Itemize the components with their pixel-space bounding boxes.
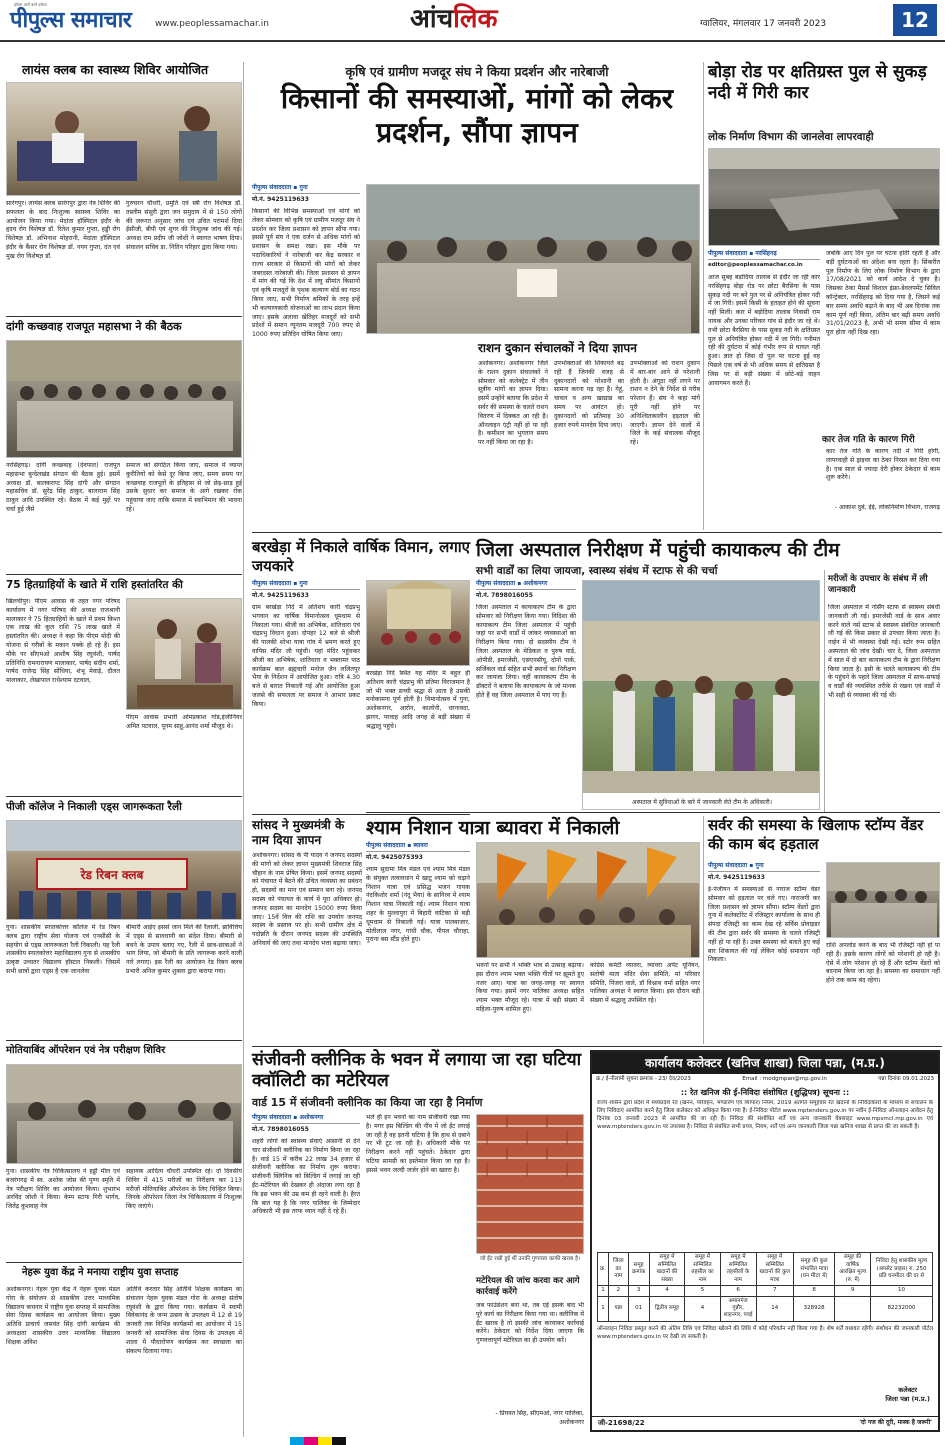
server-headline: सर्वर की समस्या के खिलाफ स्टॉम्प वेंडर की काम बंद हड़ताल xyxy=(708,816,924,853)
divider xyxy=(6,1040,242,1041)
memo-paper xyxy=(517,269,557,297)
official-figure xyxy=(197,623,217,643)
notice-col: समूह की कुल संभावित मात्रा (घन मीटर में) xyxy=(794,1253,835,1286)
notice-date: पन्ना दिनांक 09.01.2023 xyxy=(878,1076,934,1083)
notice-table-wrap xyxy=(592,1250,938,1323)
divider xyxy=(252,1046,942,1047)
kayakalp-subheadline: सभी वार्डों का लिया जायजा, स्वास्थ्य संबंध में स्टाफ से की चर्चा xyxy=(476,565,718,577)
pmay-text-col1: खिलचीपुर। पीएम आवास के तहत नगर परिषद कार्यालय में नगर परिषद की अध्यक्ष राजश्रानी मालाकार ने 75 हितग्राहियों के खाते में प्रथम किश्त एक लाख की कुल राशि 75 लाख खाते में हस्तांतरित की। अध्यक्ष ने कहा कि पीएम मोदी की योजना से गरीबों के मकान पक्के हो रहे हैं। इस मौके पर सीएमओ आशीष सिंह रघुवंशी, पार्षद प्रतिनिधि रामनारायण मालाकार, पार्षद संदीप शर्मा, पार्षद राजेन्द्र सिंह सोंधिया, शंभू मेवाड़े, दौलत मालाकार, लेखापाल राधेश्याम दटवाल, xyxy=(6,598,120,685)
notice-cell: अमानगंज गुन्नौर, शाहनगर, पवई xyxy=(720,1296,756,1321)
notice-col: जिला का नाम xyxy=(608,1253,628,1286)
farmers-mobile: मो.नं. 9425119633 xyxy=(252,196,309,203)
bridge-byline-text: पीपुल्स संवाददाता xyxy=(708,250,748,257)
notice-col: निविदा हेतु शासकीय मूल्य (अपसेट प्राइस) रु. 250 प्रति घनमीटर की दर से xyxy=(871,1253,933,1286)
ration-text-col1: अशोकनगर। अशोकनगर जिले के राशन दुकान संचालकों ने सोमवार को कलेक्ट्रेट में तीन सूत्रीय मांगों का ज्ञापन दिया। इसमें उन्होंने बताया कि प्रदेश में सर्वर की समस्या के चलते राशन वितरण में दिक्कत आ रही है। ऑनलाइन एंट्री नहीं हो पा रही है। कमीशन का भुगतान समय पर नहीं किया जा रहा है। xyxy=(478,360,548,447)
column-divider xyxy=(703,62,704,530)
lions-photo-illustration xyxy=(7,83,242,196)
notice-cell: द्वितीय समूह xyxy=(649,1296,685,1321)
kayakalp-byline-place: अशोकनगर xyxy=(523,580,548,587)
ration-text-col3: उपभोक्ताओं को राशन दुकान में बार-बार आने से परेशानी होती है। अंगूठा नहीं लगने पर राशन न देने के निर्देश से गरीब परेशान हैं। संघ ने कहा मांगें पूरी नहीं होने पर अनिश्चितकालीन हड़ताल की जाएगी। ज्ञापन देने वालों में जिले के कई संचालक मौजूद रहे। xyxy=(630,360,700,447)
sanjeevani-side-headline: मटेरियल की जांच करवा कर आगे कार्रवाई करेंगे xyxy=(476,1276,580,1298)
pmay-photo-illustration xyxy=(127,599,242,710)
farmers-headline: किसानों की समस्याओं, मांगों को लेकर प्रदर्शन, सौंपा ज्ञापन xyxy=(280,82,674,149)
tender-notice xyxy=(590,1050,940,1432)
column-divider xyxy=(703,816,704,1044)
notice-col-num: 8 xyxy=(794,1286,835,1296)
kayakalp-text: जिला अस्पताल में कायाकल्प टीम के द्वारा सोमवार को निरीक्षण किया गया। विदिशा की कायाकल्प टीम जिला अस्पताल में पहुंची जहां पर सभी वार्डों में जाकर व्यवस्थाओं का निरीक्षण किया गया। दो सदस्यीय टीम ने जिला अस्पताल के मेडिकल व पुरुष वार्ड, ओपीडी, इमरजेंसी, एसएनसीयू, दोनों पार्क, सर्जिकल वार्ड सहित सभी स्थानों का निरीक्षण कर जायजा लिया। वहीं कायाकल्प टीम के डॉक्टरों ने बताया कि कायाकल्प के जो मानक होते हैं वह जिला अस्पताल में पाए गए हैं। xyxy=(476,604,576,699)
lions-text-col1: सारंगपुर। लायंस क्लब सारंगपुर द्वारा नेत्र शिविर की सफलता के बाद निःशुल्क स्वास्थ्य शिविर का आयोजन किया गया। मेदांता हॉस्पिटल इंदौर के हृदय रोग विशेषज्ञ डॉ. रितेश कुमार गुप्ता, हड्डी रोग विशेषज्ञ डॉ. अभिनाश मोहरानी, मेदांता हॉस्पिटल इंदौर के कैंसर रोग विशेषज्ञ डॉ. नयन गुप्ता, दंत एवं मुख रोग विशेषज्ञ डॉ. xyxy=(6,200,120,260)
sanjeevani-byline: पीपुल्स संवाददाता ▪ अशोकनगर xyxy=(252,1114,360,1124)
divider xyxy=(6,796,242,797)
divider xyxy=(252,532,942,533)
shyam-text-col3: कांग्रेस कमेटी व्यावरा, व्यावरा अपेंट यूनियन, सतोषी माता मंदिर सेवा समिति, मां परिवार समिति, पिंजरा वाले, डॉ विश्नाथ वर्मा सहित नगर पालिका अध्यक्ष ने स्वागत किया। इस दौरान बड़ी संख्या में श्रद्धालु उपस्थित रहे। xyxy=(590,962,700,1005)
notice-sign-title: कलेक्टर xyxy=(898,1386,918,1395)
swatch-yellow xyxy=(318,1437,332,1445)
notice-sign-place: जिला पन्ना (म.प्र.) xyxy=(885,1395,930,1404)
server-text-col2: राशि अपलोड करने के बाद भी रजिस्ट्री नहीं हो पा रही है। इसके कारण लोगों को परेशानी हो रही है। ऐसे में लोग परेशान हो रहे हैं और स्टॉम्प वेंडरों को बदनाम किया जा रहा है। समस्या का समाधान नहीं होने तक काम बंद रहेगा। xyxy=(826,942,940,985)
dangi-text-col2: समाज को संगठित किया जाए, समाज में व्याप्त कुरीतियों को केसे दूर किया जाए, समय समय पर कच्छवाह राजपूतों के इतिहास से जो छेड़-छाड़ हुई उसके सुधार कर समाज के आगे रखकर रोक पहुंचाया जाए ताकि समाज में स्वाभिमान की भावना रहे। xyxy=(126,462,242,513)
bridge-photo xyxy=(708,148,940,246)
notice-col: क्र. xyxy=(598,1253,609,1286)
bridge-headline: बोड़ा रोड पर क्षतिग्रस्त पुल से सुकड़ नदी में गिरी कार xyxy=(708,62,927,104)
table-shape xyxy=(137,685,233,707)
group-figures xyxy=(20,384,226,400)
notice-meta xyxy=(592,1074,938,1085)
server-mobile: मो.नं. 9425119633 xyxy=(708,874,765,881)
notice-body: राज्य शासन द्वारा प्रदेश में मध्यप्रदेश रेत (खनन, परिवहन, भण्डारण एवं व्यापार) नियम, 2019 अंतर्गत समूहवार रेत खदानों के निविदाकारों के माध्यम से संचालन के लिए निविदाएं आमंत्रित करने हेतु जिला कलेक्टर को अधिकृत किया गया है। ई-निविदा पोर्टल www.mptenders.gov.in पर नवीन ई-निविदा ऑनलाइन आवेदन हेतु दिनांक 03 जनवरी 2023 से आमंत्रित की जा रही है। निविदा की संशोधित शर्तें एवं अन्य जानकारी वेबसाइट www.mpsmcl.mp.gov.in एवं www.mptenders.gov.in पर उपलब्ध है। निविदा से संबंधित सभी प्रपत्र, नियम, शर्तें एवं अन्य जानकारी जिला पन्ना खनिज शाखा से प्राप्त की जा सकती है। xyxy=(597,1100,933,1131)
bridge-shape xyxy=(709,149,940,169)
sanjeevani-mobile: मो.नं. 7898016055 xyxy=(252,1126,309,1133)
notice-footer: ऑनलाइन निविदा प्रस्तुत करने की अंतिम तिथि एवं निविदा खोलने की तिथि में कोई परिवर्तन नहीं किया गया है। शेष शर्तें यथावत रहेंगी। संशोधन की जानकारी पोर्टल www.mptenders.gov.in पर देखी जा सकती है। xyxy=(597,1325,933,1340)
banner-text: रेड रिबन क्लब xyxy=(80,868,144,882)
sanjeevani-text-col2: भले ही इन भवनों का नाम संजीवनी रखा गया है। मगर इस बिल्डिंग की नींव में जो ईंट लगाई जा रही है वह इतनी घटिया है कि हाथ से दबाने पर भी टूट जा रही है। अधिकारी मौके पर निरीक्षण करने नहीं पहुंचते। ठेकेदार द्वारा घटिया सामग्री का इस्तेमाल किया जा रहा है। इससे भवन जल्दी जर्जर होने का खतरा है। xyxy=(366,1114,470,1174)
staff-bodies xyxy=(17,1121,233,1164)
server-photo-illustration xyxy=(827,863,940,938)
eye-headline: मोतियाबिंद ऑपरेशन एवं नेत्र परीक्षण शिविर xyxy=(6,1045,166,1056)
notice-col-num: 5 xyxy=(685,1286,720,1296)
pmay-photo xyxy=(126,598,242,710)
section-title-post: लिक xyxy=(453,4,498,34)
brick-joints xyxy=(487,1115,567,1177)
site-url[interactable]: www.peoplessamachar.in xyxy=(155,19,269,29)
server-text-col1: ई-पंजीयन में समस्याओं से नाराज स्टॉम्प वेंडर सोमवार को हड़ताल पर चले गए। नाराजगी कर जिला प्रशासन को ज्ञापन सौंपा। स्टॉम्प वेंडरों द्वारा गुना में कलेक्टोरेट में रजिस्ट्रार कार्यालय के साथ ही संपदा रजिस्ट्री का काम देख रहे सर्विस प्रोवाइडर की टीम द्वारा सर्वर की समस्या के चलते रजिस्ट्री नहीं हो पा रही है। उक्त समस्या को बताते हुए कई बार शिकायत की गई लेकिन कोई समाधान नहीं निकला। xyxy=(708,886,820,964)
notice-slogan: 'दो गज की दूरी, मास्क है जरूरी' xyxy=(859,1419,932,1427)
wall-shape xyxy=(827,863,940,891)
pg-photo-illustration xyxy=(7,821,242,920)
student-figures xyxy=(19,891,236,920)
bridge-email[interactable]: editor@peoplessamachar.co.in xyxy=(708,262,803,268)
bridge-text-col2: जबकि आए दिन पुल पर घटना होती रहती है और बड़ी दुर्घटनाओं का अंदेशा बना रहता है। सिंकरीत पुल निर्माण के लिए लोक निर्माण विभाग के द्वारा 17/08/2021 को कार्य आदेश दे चुका है। जिसका ठेका मैसर्स विशाल इंफ्रा-डेवलपमेंट सिविल कॉन्ट्रेक्टर, नरसिंहगढ़ को दिया गया है, जिसने कई बार समय अवधि बढ़ाने के बाद भी अब दिनांक तक काम पूर्ण नहीं किया, अंतिम बार बढ़ी समय अवधि 31/01/2023 है, अभी भी समय सीमा में काम पूरा होता नहीं दिख रहा। xyxy=(826,250,940,337)
barkheda-photo xyxy=(366,580,470,666)
logo-tagline: हमेशा आगे वाले हमेशा xyxy=(14,2,47,7)
page-number: 12 xyxy=(893,4,937,36)
farmers-kicker: कृषि एवं ग्रामीण मजदूर संघ ने किया प्रदर्शन और नारेबाजी xyxy=(345,64,609,79)
temple-shape xyxy=(387,589,451,629)
notice-col: समूह में सम्मिलित खदानों की संख्या xyxy=(649,1253,685,1286)
server-photo xyxy=(826,862,940,938)
kayakalp-byline-text: पीपुल्स संवाददाता xyxy=(476,580,516,587)
notice-bottom-bar xyxy=(592,1416,938,1430)
barkheda-byline-place: गुना xyxy=(299,580,308,587)
notice-col-num: 6 xyxy=(720,1286,756,1296)
vendor-bodies xyxy=(831,903,937,938)
shyam-mobile: मो.नं. 9425075393 xyxy=(366,854,423,861)
doctor-figure xyxy=(55,111,79,135)
notice-code: जी-21698/22 xyxy=(598,1418,645,1427)
dangi-headline: दांगी कच्छवाह राजपूत महासभा ने की बैठक xyxy=(6,320,182,333)
devotee-figures xyxy=(499,907,675,925)
server-byline-place: गुना xyxy=(755,862,764,869)
pmay-text-col2: पीएम आवास प्रभारी ओमप्रकाश गोड,इंजीनियर अमित पटवाल, पूनम साहू,आनंद शर्मा मौजूद थे। xyxy=(126,714,242,730)
divider xyxy=(6,574,242,575)
barkheda-byline: पीपुल्स संवाददाता ▪ गुना xyxy=(252,580,360,590)
notice-cell: 328928 xyxy=(794,1296,835,1321)
notice-col-num: 3 xyxy=(628,1286,649,1296)
nyk-headline: नेहरू युवा केंद्र ने मनाया राष्ट्रीय युवा सप्ताह xyxy=(22,1267,179,1278)
devotee-bodies xyxy=(487,925,691,958)
notice-table xyxy=(597,1252,933,1321)
divider xyxy=(252,814,470,815)
walkway-shape xyxy=(583,771,820,793)
nyk-text-col2: अतिथि करतार सिंह अतिथि शिक्षक कार्यक्रम का संचालन नेहरू युवक मंडल गोरा के अध्यक्ष संतोष रघुवंशी के द्वारा किया गया। कार्यक्रम में स्वामी विवेकानंद के जन्म उत्सव के उपलक्ष्य में 12 से 19 जनवरी तक विभिन्न कार्यक्रमों का आयोजन में 15 जनवरी को सामाजिक सेवा दिवस के उपलक्ष्य में शाला में पौधारोपण कार्यक्रम कर स्वच्छता का संकल्प दिलाया गया। xyxy=(126,1286,242,1355)
notice-col-num: 4 xyxy=(649,1286,685,1296)
notice-cell: 1 xyxy=(598,1296,609,1321)
notice-cell: पन्ना xyxy=(608,1296,628,1321)
cmmemo-text: अशोकनगर। सांसद के पी यादव ने जनपद सदस्यों की मांगों को लेकर ज्ञापन मुख्यमंत्री शिवराज सिंह चौहान के नाम प्रेषित किया। इसमें जनपद सदस्यों को पंचायत में बैठने की उचित व्यवस्था का प्रबंधन हो, सदस्यों का मान एवं सम्मान बना रहे। जनपद सदस्य को पंचायत के कार्य में पूरा अधिकार हो। जनपद सदस्य का मानदेय 15000 रुपए किया जाए। 15वें वित्त की राशि का उपयोग जनपद सदस्य के प्रस्ताव पर हो। सभी ग्रामीण क्षेत्र में पदोन्नति के दौरान जनपद सदस्य की उपस्थिति अनिवार्य की जाए तथा मानदेय भत्ता बढ़ाया जाए। xyxy=(252,852,362,947)
kayakalp-headline: जिला अस्पताल निरीक्षण में पहुंची कायाकल्प की टीम xyxy=(476,539,840,561)
temple-roof xyxy=(387,581,451,589)
shyam-photo xyxy=(476,842,700,958)
server-byline-text: पीपुल्स संवाददाता xyxy=(708,862,748,869)
notice-cell: 82232000 xyxy=(871,1296,933,1321)
team-figures xyxy=(613,674,795,771)
notice-ref: क्र./ ई-नीलामी सूचना क्रमांक - 23/ देव/2023 xyxy=(596,1076,691,1083)
ration-text-col2: उपभोक्ताओं की शिकायतें बढ़ रही हैं जिनकी वजह से दुकानदारों को परेशानी का सामना करना पड़ रहा है। गेहूं, चावल व अन्य खाद्यान्न का समय पर आवंटन हो। दुकानदारों को प्रतिमाह 30 हजार रुपये मानदेय दिया जाए। xyxy=(554,360,624,429)
divider xyxy=(366,812,940,813)
pg-text-col1: गुना। शासकीय स्नातकोत्तर कॉलेज में रेड रिबन क्लब द्वारा राष्ट्रीय सेवा योजना एवं एनसीसी के सहयोग से एड्स जागरूकता रैली निकाली। यह रैली शासकीय स्नातकोत्तर महाविद्यालय गुना से शासकीय उत्कृष्ट उच्चतर विद्यालय हॉस्टल निकली। जिसमें सभी छात्रों द्वारा एड्स है एक जानलेवा xyxy=(6,924,120,975)
kayakalp-photo-illustration xyxy=(583,581,820,810)
eye-photo xyxy=(6,1064,242,1164)
devotee-figures xyxy=(381,631,461,645)
dangi-photo xyxy=(6,340,242,458)
notice-col: समूह में सम्मिलित तहसील का नाम xyxy=(685,1253,720,1286)
notice-heading: :: रेत खनिज की ई-निविदा संशोधित (शुद्धिपत्र) सूचना :: xyxy=(680,1087,850,1097)
lions-photo xyxy=(6,82,242,196)
kayakalp-photo xyxy=(582,580,820,810)
newspaper-logo[interactable]: पीपुल्स समाचार xyxy=(10,7,132,33)
sanjeevani-photo-caption: जो ईंट रखी हुई थीं उनकी गुणवत्ता काफी खराब है। xyxy=(479,1256,581,1262)
notice-cell: 4 xyxy=(685,1296,720,1321)
notice-col: समूह की वार्षिक आरक्षित मूल्य (रु. में) xyxy=(835,1253,871,1286)
notice-cell: 01 xyxy=(628,1296,649,1321)
shyam-byline-place: ब्यावरा xyxy=(413,842,428,849)
shyam-text-col1: श्याम सुदामा मित्र मंडल एवं श्याम मित्र मंडल के संयुक्त तत्वावधान में खाटू श्याम को चढ़ाने निशान यात्रा एवं प्रसिद्ध भजन गायक नंदकिशोर शर्मा (नंदू भैया) के सानिध्य में श्याम निशान यात्रा निकाली गई। श्याम निशान यात्रा शहर के मुल्लापुरा में बिहारी वाटिका से बड़ी धूमधाम से निकाली गई। यात्रा पालबाजार, मोतीलाल नगर, गांधी चौक, पीपल चौराहा, पुराना बस स्टैंड होते हुए। xyxy=(366,866,470,944)
kayakalp-side-headline: मरीजों के उपचार के संबंध में ली जानकारी xyxy=(828,574,928,596)
sanjeevani-byline-text: पीपुल्स संवाददाता xyxy=(252,1114,292,1121)
bridge-side-headline: कार तेज गति के कारण गिरी xyxy=(822,435,915,445)
bridge-byline: पीपुल्स संवाददाता ▪ नरसिंहगढ़ xyxy=(708,250,820,260)
doctor-coat xyxy=(52,133,84,163)
server-byline: पीपुल्स संवाददाता ▪ गुना xyxy=(708,862,820,872)
bridge-subheadline: लोक निर्माण विभाग की जानलेवा लापरवाही xyxy=(708,131,874,143)
farmers-byline: पीपुल्स संवाददाता ▪ गुना xyxy=(252,184,360,194)
shyam-byline: पीपुल्स संवाददाता ▪ ब्यावरा xyxy=(366,842,470,852)
pg-photo xyxy=(6,820,242,920)
swatch-black xyxy=(332,1437,346,1445)
pmay-headline: 75 हितग्राहियों के खाते में राशि हस्तांतरित की xyxy=(6,579,183,591)
sanjeevani-byline-place: अशोकनगर xyxy=(299,1114,324,1121)
barkheda-text-col2: बरखेड़ा निर्दे स्थित यह मंदिर में बहुत ही अतिशय कारी चंद्रप्रभु की प्रतिमा विराजमान है जो भी भक्त सच्ची श्रद्धा से आता है उसकी मनोकामना पूर्ण होती है। विमानोत्सव में गुना, अशोकनगर, आरोन, कालोनी, धरनावदा, झागर, परवाह आदि जगह से बड़ी संख्या में श्रद्धालु पहुंचे। xyxy=(366,670,470,730)
column-divider xyxy=(243,62,244,1437)
barkheda-text-col1: ग्राम बरखेड़ा निर्दे में अतिशय कारी चंद्रप्रभु भगवान का वार्षिक विमानोत्सव धूमधाम से निकाला गया। श्रीजी का अभिषेक, शांतिधारा एवं चंद्रप्रभु विधान हुआ। दोपहर 12 बजे से श्रीजी की पालकी शोभा यात्रा गांव में भ्रमण करते हुए वापिस मंदिर जी पहुंची। यहां मंदिर पहुंचकर श्रीजी का अभिषेक, शांतिधारा व भक्तामर पाठ कार्यक्रम बाल ब्रह्मचारी मनोज जैन ललितपुर भैया के निर्देशन में आयोजित हुआ। रात्रि 4.30 बजे से बारात निकाली गई और आयोजित हुआ जलसे की सफलता पर समाज ने आभार प्रकट किया। xyxy=(252,604,360,708)
official-figure xyxy=(157,619,177,639)
barkheda-mobile: मो.नं. 9425119633 xyxy=(252,592,309,599)
sanjeevani-side-text: जब फाउंडेशन बना था, तब एई इसके बाद भी पूरे कार्य का निरीक्षण किया गया था। क्लीनिक में ईंट खराब है तो इसकी जांच करवाकर कार्रवाई करेंगे। ठेकेदार को निर्देश दिया जाएगा कि गुणवत्तापूर्ण मटेरियल का ही उपयोग करें। xyxy=(476,1302,584,1345)
section-title xyxy=(410,2,497,37)
notice-col: समूह क्रमांक xyxy=(628,1253,649,1286)
farmers-photo-illustration xyxy=(367,185,700,334)
bridge-photo-illustration xyxy=(709,149,940,246)
notice-cell xyxy=(835,1296,871,1321)
farmers-photo xyxy=(366,184,700,334)
notice-col-num: 7 xyxy=(756,1286,794,1296)
vendor-figures xyxy=(835,889,927,903)
bridge-text-col1: आज सुबह बड़ोदिया तालाब से इंदौर जा रही कार नरसिंहगढ़ बोड़ा रोड पर छोटा बैरसिया के पास सुकड़ नदी पर बने पुल पर से अनियंत्रित होकर नदी में जा गिरी। इसमें किसी के हताहत होने की सूचना नहीं मिली। कार में बड़ोदिया तालाब निवासी राम नायक और उनका परिवार गांव से इंदौर जा रहे थे। तभी छोटा बैरसिया के पास सुकड़ नदी के क्षतिग्रस्त पुल से अनियंत्रित होकर नदी में जा गिरी। गनीमत रही की दुर्घटना में कोई गंभीर रूप से घायल नहीं हुआ। ज्ञात हो जिस दो पुल पर घटना हुई वह पिछले एक वर्ष से भी अधिक समय से क्षतिग्रस्त है जिस पर से बड़ी संख्या में छोटे-बड़े वाहन आवागमन करते हैं। xyxy=(708,274,820,387)
notice-cell: 14 xyxy=(756,1296,794,1321)
swatch-cyan xyxy=(290,1437,304,1445)
patient-body xyxy=(179,131,217,181)
official-body xyxy=(195,643,221,683)
pg-text-col2: बीमारी आईए इससे जान मिले की रैलाली, ब्रावित्तिय में एड्स से सावधानी का संदेश दिया। बीमारी से बचने के उपाय बताए गए, रैली में छात्र-छात्राओं ने भाग लिया, जो बीमारी के प्रति जागरूक करने वाली नारे लगाए। इस रैली का आयोजन रेड रिबन क्लब प्रभारी अनिल कुमार शुक्ला द्वारा कराया गया। xyxy=(126,924,242,975)
eye-text-col2: सहायक आदित्य चौधरी उपस्थित रहे। दो दिवसीय शिविर में 415 मरीजों का निरीक्षण कर 113 मरीजों मोतियाबिंद ऑपरेशन के लिए चिन्हित किया। जिनके ऑपरेशन जिला नेत्र चिकित्सालय में निःशुल्क किए जाएंगे। xyxy=(126,1168,242,1211)
sanjeevani-text-col1: शहरी लोगों को स्वास्थ्य सेवाएं आसानी से देने चार संजीवनी क्लीनिक का निर्माण किया जा रहा है। वार्ड 15 में करीब 22 लाख 34 हजार से संजीवनी क्लीनिक का निर्माण शुरू कराया। संजीवनी क्लिनिक को बिल्डिंग में लगाई जा रही ईंट-मटेरियल की देखकर ही अंदाजा लगा रहा है कि इस भवन की उम्र कम ही रहने वाली है। हैरत कि बात यह है कि नगर पालिका के जिम्मेदार अधिकारी भी इस तरफ ध्यान नहीं दे रहे हैं। xyxy=(252,1138,360,1216)
notice-col-num: 2 xyxy=(608,1286,628,1296)
farmers-byline-text: पीपुल्स संवाददाता xyxy=(252,184,292,191)
shyam-headline: श्याम निशान यात्रा ब्यावरा में निकाली xyxy=(366,817,620,839)
pg-headline: पीजी कॉलेज ने निकाली एड्स जागरूकता रैली xyxy=(6,801,182,813)
sanjeevani-side-signature: - प्रियवत सिंह, सीएमओ, नगर पालिका, अशोकनगर xyxy=(495,1410,584,1426)
section-title-pre: आंच xyxy=(410,4,454,34)
divider xyxy=(6,316,242,317)
bridge-side-signature: - आकाश दुबे, ईई, लोकनिर्माण विभाग, राजगढ़ xyxy=(834,504,940,511)
notice-table-header xyxy=(598,1253,933,1286)
shyam-photo-illustration xyxy=(477,843,700,958)
barkheda-byline-text: पीपुल्स संवाददाता xyxy=(252,580,292,587)
official-body xyxy=(155,639,181,679)
cmmemo-headline: सांसद ने मुख्यमंत्री के नाम दिया ज्ञापन xyxy=(252,818,345,847)
shyam-byline-text: पीपुल्स संवाददाता xyxy=(366,842,406,849)
eye-photo-illustration xyxy=(7,1065,242,1164)
bridge-byline-place: नरसिंहगढ़ xyxy=(755,250,777,257)
notice-col: समूह में सम्मिलित तहसीलों के नाम xyxy=(720,1253,756,1286)
column-divider xyxy=(824,570,825,812)
patient-figure xyxy=(184,106,210,132)
wall-shape xyxy=(7,341,242,381)
shyam-text-col2: भवनों पर सभी ने भक्ति भाव से उत्साह बढ़ाया। इस दौरान श्याम भक्त भक्ति गीतों पर झूमते हुए नजर आए। यात्रा का जगह-जगह पर स्वागत किया गया। इसमें नगर पालिका अध्यक्ष सहित श्याम भक्त मौजूद रहे। यात्रा में बड़ी संख्या में महिला-पुरुष शामिल हुए। xyxy=(476,962,584,1013)
protester-figures xyxy=(387,237,692,261)
kayakalp-mobile: मो.नं. 7898016055 xyxy=(476,592,533,599)
bricks-illustration xyxy=(477,1115,584,1254)
notice-signature xyxy=(885,1386,930,1404)
dangi-text-col1: नरसिंहगढ़। दांगी कच्छवाह (देवपाल) राजपूत महासभा बुन्देलखंड संगठन की बैठक हुई। इसमें अध्यक्ष डॉ. बालकराप्ट सिंह दांगी और संगठन महासचिव डॉ. सुरेंद्र सिंह ठाकुर, बालाराम सिंह ठाकुर आदि उपस्थित रहे। बैठक में कई मुद्दों पर चर्चा हुई जैसे xyxy=(6,462,120,513)
barkheda-photo-illustration xyxy=(367,581,470,666)
dateline: ग्वालियर, मंगलवार 17 जनवरी 2023 xyxy=(700,19,827,29)
bridge-side-text: कार तेज गति के कारण नदी में गिरी होगी, लापरवाही से ड्राइवर का ठेका निरस्त कर दिया गया है। एक साल से ज्यादा देरी होकर ठेकेदार से काम शुरू करेंगे। xyxy=(826,448,940,482)
notice-col-num: 10 xyxy=(871,1286,933,1296)
building-shape xyxy=(367,185,700,240)
notice-col: समूह में सम्मिलित खदानों की कुल मात्रा xyxy=(756,1253,794,1286)
sanjeevani-subheadline: वार्ड 15 में संजीवनी क्लीनिक का किया जा रहा है निर्माण xyxy=(252,1096,483,1109)
swatch-magenta xyxy=(304,1437,318,1445)
wall-shape xyxy=(7,1065,242,1103)
notice-table-numbering xyxy=(598,1286,933,1296)
notice-email[interactable]: Email : modgmpan@mp.gov.in xyxy=(742,1076,827,1083)
dangi-photo-illustration xyxy=(7,341,242,458)
nyk-text-col1: अशोकनगर। नेहरू युवा केंद्र ने नेहरू युवक मंडल गोरा के संयोजन से शासकीय उत्तर माध्यमिक विद्यालय कचनार में राष्ट्रीय युवा सप्ताह में सामाजिक सेवा दिवस कार्यक्रम का आयोजन किया। मुख्य अतिथि प्राचार्य जसवंत सिंह दांगी कार्यक्रम की अध्यक्षता शासकीय उत्तर माध्यमिक विद्यालय शिक्षक अविश xyxy=(6,1286,120,1346)
lions-text-col2: गुरुचरन चौधरी, प्रमुति एवं स्त्री रोग विशेषज्ञ डॉ. तस्लीम संसुरी द्वारा जन समुदाय में से 150 लोगों की जरूरत अनुसार जांच एवं उचित परामर्श दिया ईसीजी, बीपी एवं शुगर की निःशुल्क जांच की गई। अध्यक्ष राम प्रदीप जी जोशी ने स्वागत भाषण दिया। संचालन सचिव डा. नितिन परिहार द्वारा किया गया। xyxy=(126,200,242,251)
kayakalp-photo-caption: अस्पताल में सुविधाओं के बारे में जानकारी लेते टीम के अधिकारी। xyxy=(631,799,773,806)
ration-headline: राशन दुकान संचालकों ने दिया ज्ञापन xyxy=(478,341,637,355)
lions-headline: लायंस क्लब का स्वास्थ्य शिविर आयोजित xyxy=(22,62,209,77)
notice-table-row xyxy=(598,1296,933,1321)
notice-office: कार्यालय कलेक्टर (खनिज शाखा) जिला पन्ना, (म.प्र.) xyxy=(592,1052,938,1074)
barkheda-headline: बरखेड़ा में निकाले वार्षिक विमान, लगाए जयकारे xyxy=(252,538,470,575)
sanjeevani-photo xyxy=(476,1114,584,1254)
eye-text-col1: गुना। शासकीय नेत्र चिकित्सालय ने हड्डी मील एवं बजरंगगढ़ में स्व. अशोक जोस की पुण्य स्मृति में नेत्र परीक्षण शिविर का आयोजन किया। शुभारंभ अरविंद जोशी ने किया। केम्प स्टाफ गिरी भार्गव, जितेंद्र कुशवाह नेत्र xyxy=(6,1168,120,1211)
group-bodies xyxy=(17,401,233,451)
notice-col-num: 1 xyxy=(598,1286,609,1296)
print-color-bar xyxy=(290,1437,346,1445)
farmers-text-col1: किसानों की विभिन्न समस्याओं एवं मांगों को लेकर सोमवार को कृषि एवं ग्रामीण मजदूर संघ ने प्रदर्शन कर जिला प्रशासन को ज्ञापन सौंपा गया। इससे पूर्व संघ ने एक दर्जन से अधिक मांगों को प्रशासन के समक्ष रखा। इस मौके पर पदाधिकारियों ने नारेबाजी कर केंद्र सरकार व राज्य सरकार से किसानों की मांगों को लेकर जबरदस्त नारेबाजी की। जिला प्रशासन से ज्ञापन में मांग की गई कि देश में लघु सीमांत किसानों एवं कृषि मजदूरों के पृथक कल्याण बोर्ड का गठन किया जाए, सभी निर्माण श्रमिकों के तरह इन्हें भी कल्याणकारी योजनाओं का लाभ प्रदान किया जाए। इसके अलावा खेतिहर मजदूरों को सभी प्रदेशों में समान न्यूनतम मजदूरी 700 रुपए से 1000 रुपए प्रतिदिन घोषित किया जाए। xyxy=(252,208,360,339)
notice-col-num: 9 xyxy=(835,1286,871,1296)
masthead xyxy=(0,0,945,42)
sanjeevani-headline: संजीवनी क्लीनिक के भवन में लगाया जा रहा घटिया क्वॉलिटी का मटेरियल xyxy=(252,1050,582,1092)
divider xyxy=(6,1262,242,1263)
farmers-byline-place: गुना xyxy=(299,184,308,191)
hospital-building xyxy=(583,621,820,681)
kayakalp-byline: पीपुल्स संवाददाता ▪ अशोकनगर xyxy=(476,580,576,590)
kayakalp-side-text: जिला अस्पताल में नर्सिंग स्टाफ से स्वास्थ्य संबंधी जानकारी ली गई। इमरजेंसी वार्ड के साथ अवार करने वाले नर्स स्टाफ से स्वास्थ्य संबंधित जानकारी ली गई की किस प्रकार से उपचार किया जाता है। नाईन में भी व्यवस्था देखी गई। स्टोर रूम सहित अस्पताल की जांच देखी। चार दे, जिला अस्पताल में साल में दो बार कायाकल्प टीम के द्वारा निरीक्षण किया जाता है। इसी के चलते कायाकल्प की टीम के पहुंचने के पहले जिला अस्पताल में साफ-सफाई व वार्डों की व्यवस्थित तरीके से रखना एवं वार्डों में भी सही से व्यवस्था की गई थी। xyxy=(828,604,940,699)
sky-shape xyxy=(7,821,242,851)
